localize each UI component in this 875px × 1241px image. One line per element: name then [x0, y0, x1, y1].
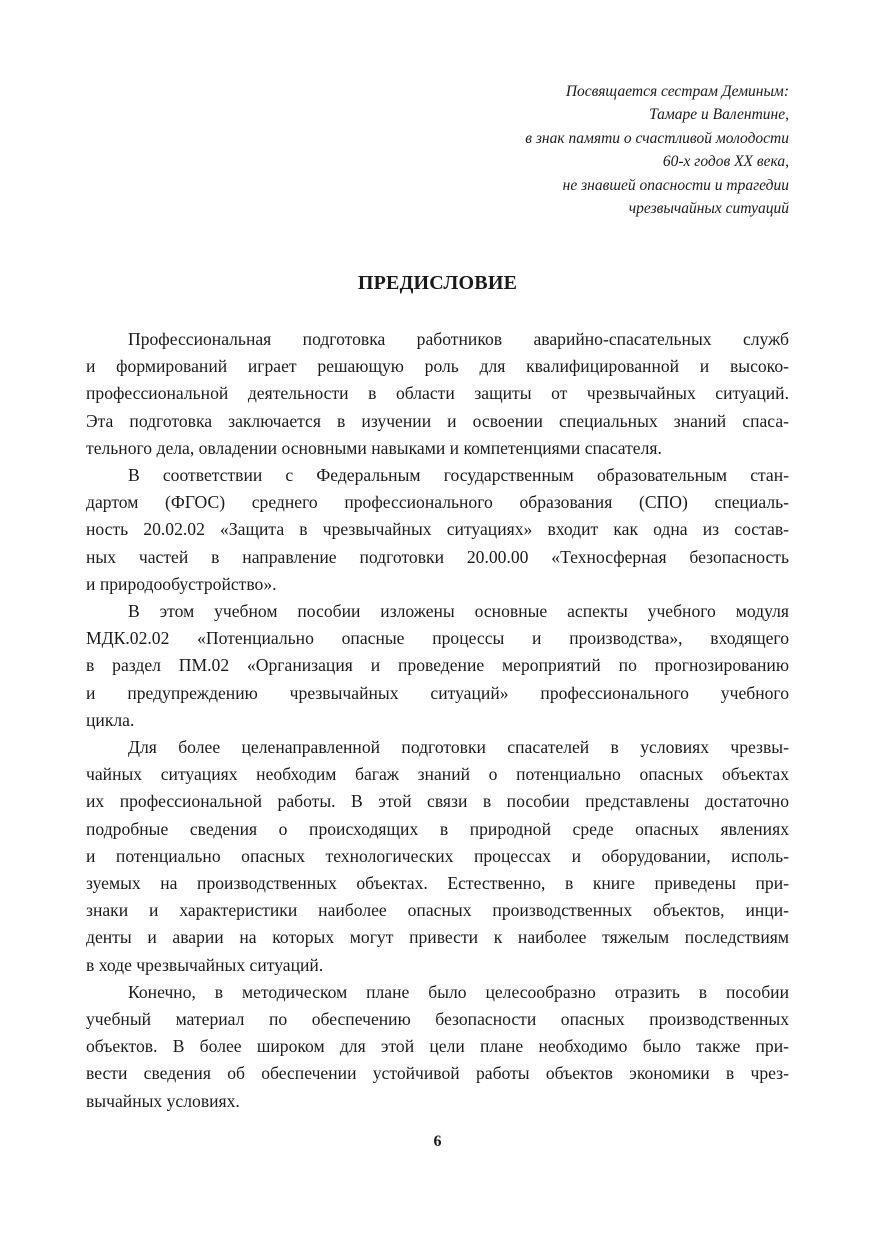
paragraph-2 — [86, 462, 789, 598]
text-line: и природообустройство». — [86, 573, 277, 594]
preface-body — [86, 326, 789, 1115]
text-line: вычайных условиях. — [86, 1090, 240, 1111]
text-line: зуемых на производственных объектах. Естественно, в книге приведены при- — [86, 873, 789, 894]
text-line: чайных ситуациях необходим багаж знаний о потенциально опасных объектах — [86, 764, 789, 785]
text-line: В этом учебном пособии изложены основные аспекты учебного модуля — [128, 601, 789, 622]
dedication-line: 60-х годов XX века, — [662, 153, 789, 171]
text-line: их профессиональной работы. В этой связи в пособии представлены достаточно — [86, 791, 789, 812]
text-line: профессиональной деятельности в области защиты от чрезвычайных ситуаций. — [86, 383, 789, 404]
text-line: в ходе чрезвычайных ситуаций. — [86, 954, 324, 975]
text-line: цикла. — [86, 709, 135, 730]
paragraph-3 — [86, 598, 789, 734]
page-number: 6 — [433, 1133, 442, 1150]
dedication-line: Посвящается сестрам Деминым: — [565, 83, 789, 100]
paragraph-1 — [86, 326, 789, 462]
text-line: ность 20.02.02 «Защита в чрезвычайных ситуациях» входит как одна из состав- — [86, 519, 789, 540]
text-line: Конечно, в методическом плане было целесообразно отразить в пособии — [128, 981, 789, 1002]
text-line: Профессиональная подготовка работников аварийно-спасательных служб — [128, 329, 789, 349]
text-line: Для более целенаправленной подготовки спасателей в условиях чрезвы- — [128, 737, 789, 758]
text-line: ных частей в направление подготовки 20.00.00 «Техносферная безопасность — [86, 546, 789, 567]
text-line: в раздел ПМ.02 «Организация и проведение мероприятий по прогнозированию — [86, 655, 789, 676]
text-line: вести сведения об обеспечении устойчивой работы объектов экономики в чрез- — [86, 1063, 789, 1084]
text-line: МДК.02.02 «Потенциально опасные процессы и производства», входящего — [86, 628, 789, 649]
text-line: объектов. В более широком для этой цели плане необходимо было также при- — [86, 1036, 789, 1057]
paragraph-5 — [86, 979, 789, 1115]
text-line: знаки и характеристики наиболее опасных производственных объектов, инци- — [86, 900, 789, 921]
dedication-epigraph — [369, 80, 789, 220]
text-line: денты и аварии на которых могут привести к наиболее тяжелым последствиям — [86, 927, 789, 948]
text-line: и предупреждению чрезвычайных ситуаций» профессионального учебного — [86, 682, 789, 703]
text-line: и формирований играет решающую роль для квалифицированной и высоко- — [86, 356, 789, 377]
dedication-line: чрезвычайных ситуаций — [628, 200, 789, 218]
dedication-line: Тамаре и Валентине, — [649, 106, 789, 124]
text-line: подробные сведения о происходящих в природной среде опасных явлениях — [86, 818, 789, 839]
text-line: дартом (ФГОС) среднего профессионального образования (СПО) специаль- — [86, 492, 789, 513]
dedication-line: не знавшей опасности и трагедии — [562, 176, 789, 194]
dedication-line: в знак памяти о счастливой молодости — [525, 129, 789, 147]
text-line: В соответствии с Федеральным государственным образовательным стан- — [128, 465, 789, 486]
text-line: учебный материал по обеспечению безопасности опасных производственных — [86, 1009, 789, 1030]
chapter-heading: ПРЕДИСЛОВИЕ — [357, 272, 518, 294]
text-line: Эта подготовка заключается в изучении и освоении специальных знаний спаса- — [86, 410, 789, 431]
text-line: и потенциально опасных технологических процессах и оборудовании, исполь- — [86, 845, 789, 866]
text-line: тельного дела, овладении основными навыками и компетенциями спасателя. — [86, 437, 662, 458]
paragraph-4 — [86, 734, 789, 979]
